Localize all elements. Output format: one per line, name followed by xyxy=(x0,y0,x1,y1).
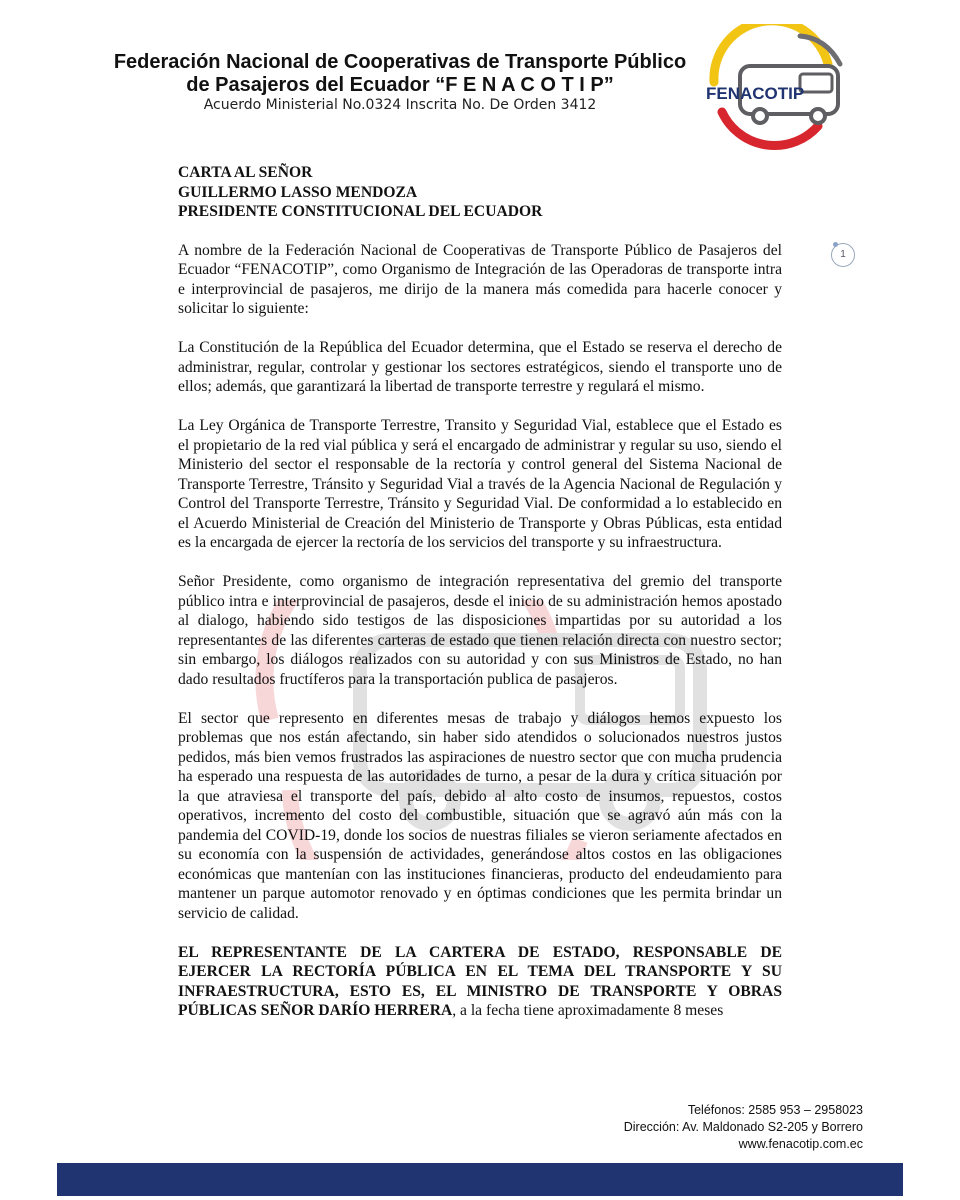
org-name-line1: Federación Nacional de Cooperativas de Transporte Público xyxy=(113,51,687,73)
paragraph-law: La Ley Orgánica de Transporte Terrestre, Transito y Seguridad Vial, establece que el Estado es el propietario de la red vial pública y será el encargado de administrar y regular su uso, siendo el Ministerio del sector el responsable de la rectoría y control general del Sistema Nacional de Transporte Terrestre, Tránsito y Seguridad Vial a través de la Agencia Nacional de Regulación y Control del Transporte Terrestre, Tránsito y Seguridad Vial. De conformidad a lo establecido en el Acuerdo Ministerial de Creación del Ministerio de Transporte y Obras Públicas, esta entidad es la encargada de ejercer la rectoría de los servicios del transporte y su infraestructura. xyxy=(178,417,782,551)
minister-para-rest: , a la fecha tiene aproximadamente 8 meses xyxy=(452,1002,724,1019)
footer-bar xyxy=(57,1163,903,1196)
paragraph-intro: A nombre de la Federación Nacional de Cooperativas de Transporte Público de Pasajeros del Ecuador “FENACOTIP”, como Organismo de Integración de las Operadoras de transporte intra e interprovincial de pasajeros, me dirijo de la manera más comedida para hacerle conocer y solicitar lo siguiente: xyxy=(178,241,782,317)
footer-website: www.fenacotip.com.ec xyxy=(738,1137,863,1151)
paragraph-minister xyxy=(178,943,782,1021)
addressee-line: CARTA AL SEÑOR xyxy=(178,164,313,181)
logo-text: FENACOTIP xyxy=(706,84,805,103)
minister-bold-lead: EL REPRESENTANTE DE LA CARTERA DE ESTADO, RESPONSABLE DE EJERCER LA RECTORÍA PÚBLICA EN EL TEMA DEL TRANSPORTE Y SU INFRAESTRUCTURA, ESTO ES, EL MINISTRO DE TRANSPORTE Y OBRAS PÚBLICAS SEÑOR DARÍO HERRERA xyxy=(178,943,782,1019)
fenacotip-logo xyxy=(700,24,845,154)
addressee-line: GUILLERMO LASSO MENDOZA xyxy=(178,183,418,201)
addressee-block xyxy=(178,163,782,222)
org-registration: Acuerdo Ministerial No.0324 Inscrita No. De Orden 3412 xyxy=(203,97,597,113)
paragraph-sector-problems: El sector que represento en diferentes mesas de trabajo y diálogos hemos expuesto los problemas que nos están afectando, sin haber sido atendidos o solucionados nuestros justos pedidos, más bien vemos frustrados las aspiraciones de nuestro sector que con mucha prudencia ha esperado una respuesta de las autoridades de turno, a pesar de la dura y crítica situación por la que atraviesa el transporte del país, debido al alto costo de insumos, repuestos, costos operativos, incremento del costo del combustible, situación que se agravó aún más con la pandemia del COVID-19, donde los socios de nuestras filiales se vieron seriamente afectados en su economía con la suspensión de actividades, generándose altos costos en las obligaciones económicas que mantenían con las instituciones financieras, producto del endeudamiento para mantener un parque automotor renovado y en óptimas condiciones que les permita brindar un servicio de calidad. xyxy=(178,709,782,922)
paragraph-dialogue: Señor Presidente, como organismo de integración representativa del gremio del transporte público intra e interprovincial de pasajeros, desde el inicio de su administración hemos apostado al dialogo, habiendo sido testigos de las disposiciones impartidas por su autoridad a los representantes de las diferentes carteras de estado que tienen relación directa con nuestro sector; sin embargo, los diálogos realizados con su autoridad y con sus Ministros de Estado, no han dado resultados fructíferos para la transportación publica de pasajeros. xyxy=(178,573,782,688)
footer-contact xyxy=(624,1102,863,1153)
footer-address: Dirección: Av. Maldonado S2-205 y Borrero xyxy=(623,1120,863,1134)
footer-phones: Teléfonos: 2585 953 – 2958023 xyxy=(687,1103,863,1117)
letterhead xyxy=(0,0,960,160)
org-name-line2: de Pasajeros del Ecuador “F E N A C O T I P” xyxy=(186,74,614,96)
addressee-line: PRESIDENTE CONSTITUCIONAL DEL ECUADOR xyxy=(178,203,543,220)
letter-body xyxy=(178,163,782,1040)
page-number-badge: 1 xyxy=(831,243,855,267)
paragraph-constitution: La Constitución de la República del Ecuador determina, que el Estado se reserva el derecho de administrar, regular, controlar y gestionar los sectores estratégicos, siendo el transporte uno de ellos; además, que garantizará la libertad de transporte terrestre y regulará el mismo. xyxy=(178,339,782,395)
